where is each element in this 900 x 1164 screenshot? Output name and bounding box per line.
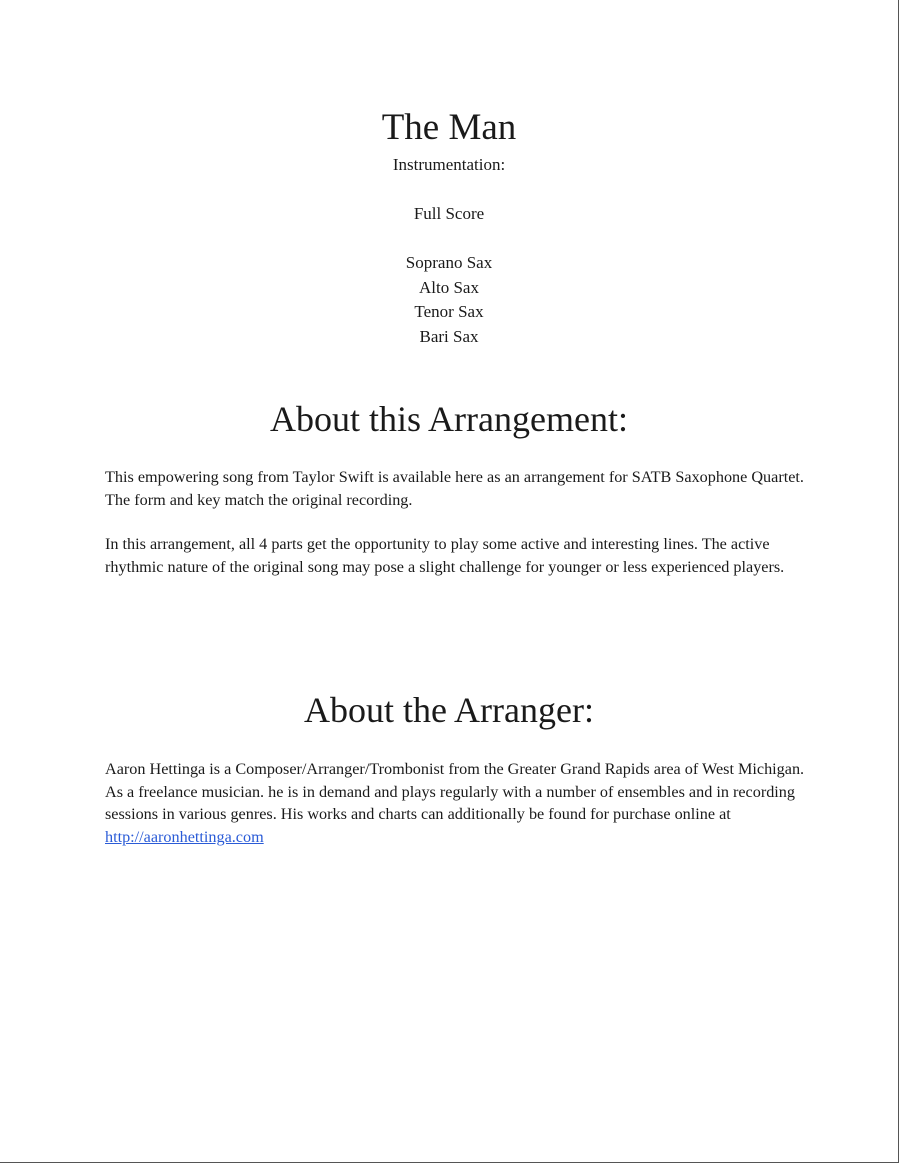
about-arrangement-heading: About this Arrangement:	[270, 399, 628, 439]
full-score-label: Full Score	[413, 204, 485, 223]
instrument-item: Tenor Sax	[414, 302, 484, 321]
arranger-website-link[interactable]: http://aaronhettinga.com	[105, 827, 264, 846]
instrument-item: Soprano Sax	[405, 253, 493, 272]
about-arranger-heading: About the Arranger:	[304, 690, 594, 730]
arranger-bio-paragraph	[105, 758, 805, 848]
instrumentation-list	[0, 153, 898, 349]
instrumentation-label: Instrumentation:	[392, 155, 506, 174]
spacer	[0, 178, 898, 203]
arrangement-paragraph: This empowering song from Taylor Swift is available here as an arrangement for SATB Saxophone Quartet. The form and key match the original recording.	[105, 468, 804, 509]
arrangement-paragraph: In this arrangement, all 4 parts get the opportunity to play some active and interesting lines. The active rhythmic nature of the original song may pose a slight challenge for younger or less experienced players.	[105, 535, 785, 576]
instrument-item: Bari Sax	[419, 326, 479, 346]
arranger-bio-text: Aaron Hettinga is a Composer/Arranger/Trombonist from the Greater Grand Rapids area of West Michigan. As a freelance musician. he is in demand and plays regularly with a number of ensembles and in recording sessions in various genres. His works and charts can additionally be found for purchase online at	[105, 760, 805, 824]
spacer	[0, 227, 898, 252]
instrument-item: Alto Sax	[419, 277, 479, 297]
page-title: The Man	[381, 107, 517, 148]
